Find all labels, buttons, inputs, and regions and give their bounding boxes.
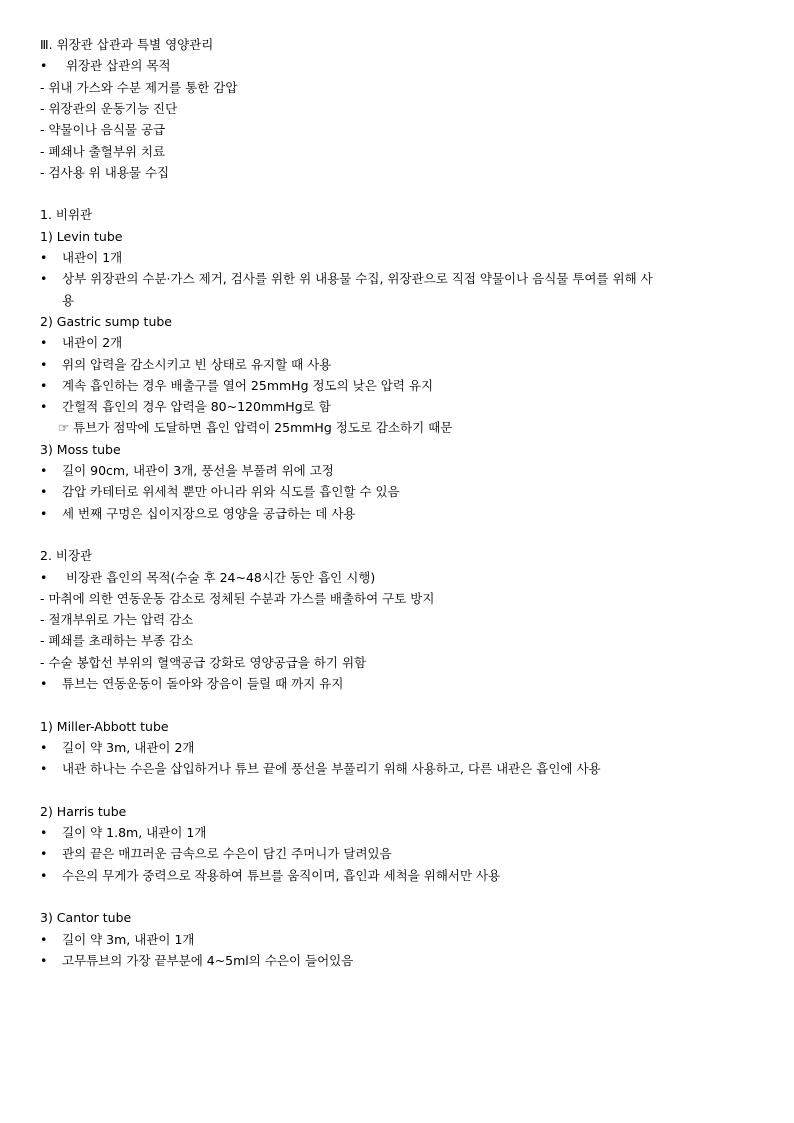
line-text: 내관이 2개: [62, 335, 123, 351]
text-line: [40, 460, 764, 481]
line-text: 수은의 무게가 중력으로 작용하여 튜브를 움직이며, 흡인과 세척을 위해서만 사용: [62, 867, 501, 883]
line-text: 1. 비위관: [40, 207, 93, 223]
blank-line: [40, 524, 764, 545]
bullet-icon: •: [40, 505, 48, 521]
line-text: 상부 위장관의 수분·가스 제거, 검사를 위한 위 내용물 수집, 위장관으로 직접 약물이나 음식물 투여를 위해 사: [62, 271, 653, 287]
line-text: - 폐쇄를 초래하는 부종 감소: [40, 633, 194, 649]
bullet-icon: •: [40, 335, 48, 351]
text-line: [40, 354, 764, 375]
line-text: - 약물이나 음식물 공급: [40, 122, 166, 138]
text-line: [40, 204, 764, 225]
text-line: [40, 907, 764, 928]
line-text: - 수술 봉합선 부위의 혈액공급 강화로 영양공급을 하기 위함: [40, 654, 367, 670]
text-line: [40, 141, 764, 162]
bullet-icon: •: [40, 250, 48, 265]
text-line: [40, 247, 764, 268]
line-text: - 위장관의 운동기능 진단: [40, 100, 178, 116]
text-line: [40, 716, 764, 737]
text-line: [40, 375, 764, 396]
line-text: - 검사용 위 내용물 수집: [40, 164, 170, 180]
line-text: 3) Moss tube: [40, 441, 121, 457]
text-line: [40, 865, 764, 886]
bullet-icon: •: [40, 931, 48, 947]
text-line: [40, 481, 764, 502]
blank-line: [40, 694, 764, 715]
line-text: 길이 약 3m, 내관이 1개: [62, 931, 195, 947]
line-text: 내관 하나는 수은을 삽입하거나 튜브 끝에 풍선을 부풀리기 위해 사용하고, 다른 내관은 흡인에 사용: [62, 761, 601, 777]
line-text: 고무튜브의 가장 끝부분에 4~5ml의 수은이 들어있음: [62, 952, 354, 968]
bullet-icon: •: [40, 676, 48, 691]
text-line: [40, 439, 764, 460]
text-line: [40, 737, 764, 758]
text-line: [40, 311, 764, 332]
line-text: 용: [62, 292, 75, 308]
text-line: [40, 843, 764, 864]
bullet-icon: •: [40, 825, 48, 841]
line-text: 2. 비장관: [40, 548, 93, 564]
bullet-icon: •: [40, 846, 48, 862]
line-text: 위장관 삽관의 목적: [62, 58, 171, 74]
line-text: - 마취에 의한 연동운동 감소로 정체된 수분과 가스를 배출하여 구토 방지: [40, 590, 435, 606]
bullet-icon: •: [40, 484, 48, 500]
line-text: - 위내 가스와 수분 제거를 통한 감압: [40, 79, 238, 95]
text-line: [40, 758, 764, 779]
line-text: 내관이 1개: [62, 250, 123, 265]
text-line: [40, 545, 764, 566]
bullet-icon: •: [40, 739, 48, 755]
bullet-icon: •: [40, 377, 48, 393]
line-text: 길이 90cm, 내관이 3개, 풍선을 부풀려 위에 고정: [62, 463, 334, 478]
line-text: ☞ 튜브가 점막에 도달하면 흡인 압력이 25mmHg 정도로 감소하기 때문: [58, 420, 453, 436]
line-text: 2) Gastric sump tube: [40, 313, 172, 329]
line-text: 간헐적 흡인의 경우 압력을 80~120mmHg로 함: [62, 399, 331, 415]
line-text: Ⅲ. 위장관 삽관과 특별 영양관리: [40, 37, 214, 52]
text-line: [40, 162, 764, 183]
line-text: - 절개부위로 가는 압력 감소: [40, 612, 194, 628]
text-line: [40, 950, 764, 971]
text-line: [40, 226, 764, 247]
text-line: [40, 98, 764, 119]
bullet-icon: •: [40, 271, 48, 287]
line-text: 2) Harris tube: [40, 803, 127, 819]
text-line: [40, 268, 764, 289]
text-line: [40, 503, 764, 524]
text-line: [40, 652, 764, 673]
line-text: 길이 약 3m, 내관이 2개: [62, 739, 195, 755]
text-line: [40, 609, 764, 630]
bullet-icon: •: [40, 356, 48, 372]
line-text: 위의 압력을 감소시키고 빈 상태로 유지할 때 사용: [62, 356, 332, 372]
bullet-icon: •: [40, 463, 48, 478]
line-text: 길이 약 1.8m, 내관이 1개: [62, 825, 207, 841]
text-line: [40, 630, 764, 651]
text-line: [40, 396, 764, 417]
blank-line: [40, 886, 764, 907]
text-line-continued: [40, 290, 764, 311]
line-text: 1) Levin tube: [40, 228, 123, 244]
text-line: [40, 55, 764, 76]
text-line: [40, 34, 764, 55]
line-text: - 폐쇄나 출혈부위 치료: [40, 143, 166, 159]
line-text: 3) Cantor tube: [40, 910, 132, 926]
bullet-icon: •: [40, 399, 48, 415]
line-text: 비장관 흡인의 목적(수술 후 24~48시간 동안 흡인 시행): [62, 569, 376, 585]
text-line: [40, 332, 764, 353]
text-line: [40, 417, 764, 438]
text-line: [40, 801, 764, 822]
bullet-icon: •: [40, 569, 48, 585]
bullet-icon: •: [40, 58, 48, 74]
text-line: [40, 929, 764, 950]
line-text: 1) Miller-Abbott tube: [40, 718, 169, 734]
bullet-icon: •: [40, 761, 48, 777]
line-text: 튜브는 연동운동이 돌아와 장음이 들릴 때 까지 유지: [62, 676, 344, 691]
text-line: [40, 567, 764, 588]
text-line: [40, 822, 764, 843]
text-line: [40, 119, 764, 140]
blank-line: [40, 780, 764, 801]
text-line: [40, 588, 764, 609]
text-line: [40, 77, 764, 98]
blank-line: [40, 183, 764, 204]
line-text: 세 번째 구멍은 십이지장으로 영양을 공급하는 데 사용: [62, 505, 356, 521]
text-line: [40, 673, 764, 694]
bullet-icon: •: [40, 867, 48, 883]
line-text: 감압 카테터로 위세척 뿐만 아니라 위와 식도를 흡인할 수 있음: [62, 484, 400, 500]
line-text: 관의 끝은 매끄러운 금속으로 수은이 담긴 주머니가 달려있음: [62, 846, 392, 862]
line-text: 계속 흡인하는 경우 배출구를 열어 25mmHg 정도의 낮은 압력 유지: [62, 377, 434, 393]
bullet-icon: •: [40, 952, 48, 968]
